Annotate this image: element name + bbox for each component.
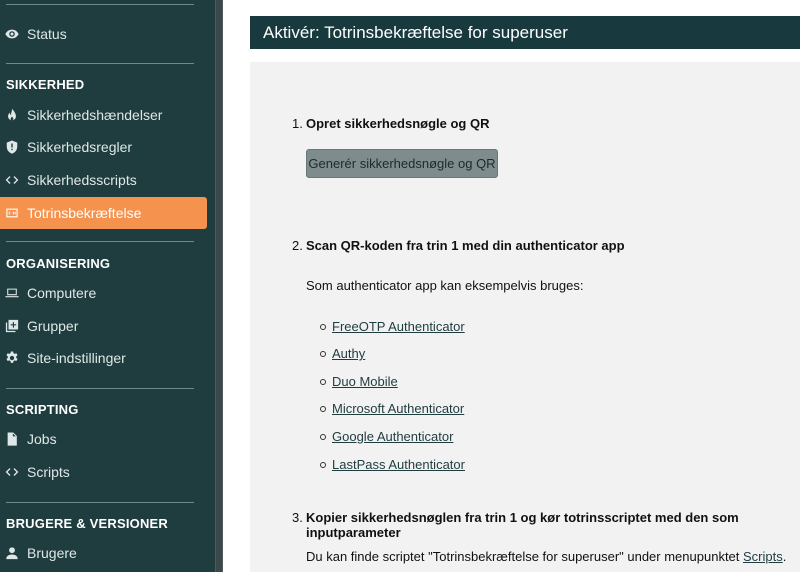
sidebar-divider xyxy=(6,63,194,64)
user-icon xyxy=(4,545,20,561)
sidebar-item-security-rules[interactable] xyxy=(0,131,207,163)
code-icon xyxy=(4,172,20,188)
list-item xyxy=(320,457,465,472)
sidebar-item-status[interactable] xyxy=(0,18,207,50)
step-title: Scan QR-koden fra trin 1 med din authenticator app xyxy=(306,238,625,253)
sidebar-divider xyxy=(6,388,194,389)
page-title: Aktivér: Totrinsbekræftelse for superuser xyxy=(263,22,568,42)
sidebar-item-label: Grupper xyxy=(27,318,79,334)
bullet-icon xyxy=(320,324,326,330)
app-link-lastpass[interactable]: LastPass Authenticator xyxy=(332,457,465,472)
gear-icon xyxy=(4,350,20,366)
sidebar-heading-security: SIKKERHED xyxy=(6,77,85,92)
eye-icon xyxy=(4,26,20,42)
scripts-link[interactable]: Scripts xyxy=(743,549,783,564)
main-content xyxy=(223,0,800,572)
app-link-freeotp[interactable]: FreeOTP Authenticator xyxy=(332,319,465,334)
code-icon xyxy=(4,464,20,480)
sidebar-divider xyxy=(6,502,194,503)
sidebar-item-label: Status xyxy=(27,26,67,42)
sidebar-item-label: Jobs xyxy=(27,431,57,447)
bullet-icon xyxy=(320,351,326,357)
step-number: 1. xyxy=(292,116,303,131)
sidebar-scrollbar[interactable] xyxy=(215,0,223,572)
step-number: 3. xyxy=(292,510,303,525)
sidebar-item-label: Site-indstillinger xyxy=(27,350,126,366)
sidebar-item-users[interactable] xyxy=(0,537,207,569)
generate-key-button[interactable]: Generér sikkerhedsnøgle og QR xyxy=(306,149,498,178)
fire-icon xyxy=(4,107,20,123)
sidebar-item-two-factor[interactable] xyxy=(0,197,207,229)
sidebar-heading-organisation: ORGANISERING xyxy=(6,256,111,271)
sidebar-divider xyxy=(6,241,194,242)
step-description xyxy=(306,549,786,564)
step-description-end: . xyxy=(782,549,787,564)
list-item xyxy=(320,319,465,334)
sidebar-item-label: Sikkerhedshændelser xyxy=(27,107,163,123)
app-link-authy[interactable]: Authy xyxy=(332,346,366,361)
scrollbar-thumb[interactable] xyxy=(216,0,222,572)
laptop-icon xyxy=(4,285,20,301)
step-number: 2. xyxy=(292,238,303,253)
list-item xyxy=(320,429,453,444)
sidebar-heading-scripting: SCRIPTING xyxy=(6,402,79,417)
bullet-icon xyxy=(320,406,326,412)
step-title: Kopier sikkerhedsnøglen fra trin 1 og kør totrinsscriptet med den som inputparameter xyxy=(306,510,739,540)
sidebar-item-scripts[interactable] xyxy=(0,456,207,488)
sidebar-item-label: Sikkerhedsregler xyxy=(27,139,133,155)
sidebar xyxy=(0,0,216,572)
add-group-icon xyxy=(4,318,20,334)
sidebar-item-label: Brugere xyxy=(27,545,77,561)
sidebar-item-computers[interactable] xyxy=(0,277,207,309)
sidebar-item-label: Totrinsbekræftelse xyxy=(27,205,142,221)
bullet-icon xyxy=(320,462,326,468)
step-intro-text: Som authenticator app kan eksempelvis bruges: xyxy=(306,278,584,293)
shield-icon xyxy=(4,139,20,155)
list-item xyxy=(320,374,398,389)
file-check-icon xyxy=(4,431,20,447)
bullet-icon xyxy=(320,434,326,440)
sidebar-item-jobs[interactable] xyxy=(0,423,207,455)
step-description-text: Du kan finde scriptet "Totrinsbekræftelse for superuser" under menupunktet xyxy=(306,549,744,564)
sidebar-item-security-events[interactable] xyxy=(0,99,207,131)
bullet-icon xyxy=(320,379,326,385)
sidebar-heading-users: BRUGERE & VERSIONER xyxy=(6,516,168,531)
app-link-google[interactable]: Google Authenticator xyxy=(332,429,454,444)
sidebar-divider xyxy=(6,4,194,5)
page-title-bar xyxy=(250,16,800,49)
instructions-panel xyxy=(250,62,800,572)
list-item xyxy=(320,346,365,361)
sidebar-item-groups[interactable] xyxy=(0,310,207,342)
sidebar-item-label: Sikkerhedsscripts xyxy=(27,172,137,188)
two-factor-icon xyxy=(4,205,20,221)
sidebar-item-security-scripts[interactable] xyxy=(0,164,207,196)
app-link-microsoft[interactable]: Microsoft Authenticator xyxy=(332,401,465,416)
sidebar-item-label: Computere xyxy=(27,285,97,301)
step-title: Opret sikkerhedsnøgle og QR xyxy=(306,116,490,131)
list-item xyxy=(320,401,464,416)
app-link-duo[interactable]: Duo Mobile xyxy=(332,374,398,389)
sidebar-item-site-settings[interactable] xyxy=(0,342,207,374)
sidebar-item-label: Scripts xyxy=(27,464,70,480)
